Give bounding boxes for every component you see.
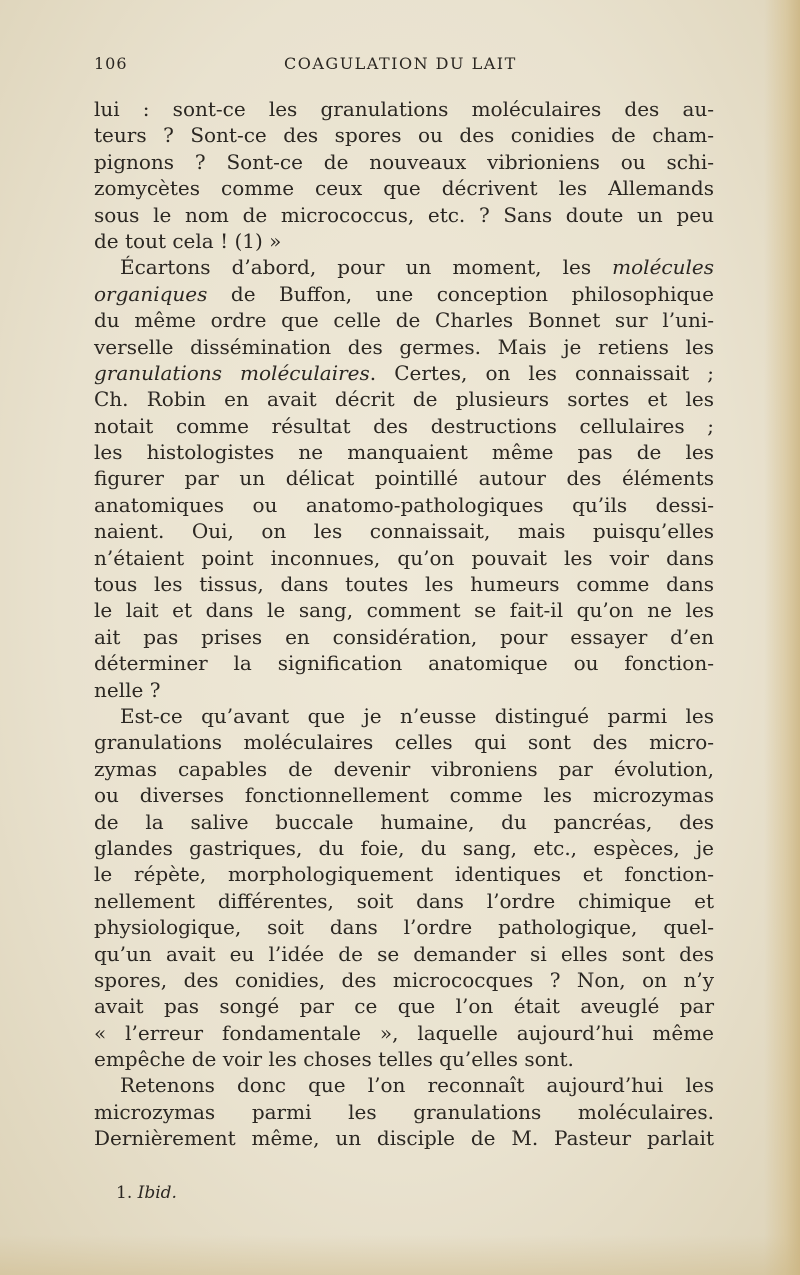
text-line: nellement différentes, soit dans l’ordre chimique et (94, 888, 714, 913)
text-line: Dernièrement même, un disciple de M. Pasteur parlait (94, 1126, 714, 1151)
text-line: spores, des conidies, des micrococques ? Non, on n’y (94, 967, 714, 992)
text-line: du même ordre que celle de Charles Bonnet sur l’uni- (94, 308, 714, 333)
text-line: avait pas songé par ce que l’on était aveuglé par (94, 994, 714, 1019)
text-line: teurs ? Sont-ce des spores ou des conidies de cham- (94, 123, 714, 148)
text-line: « l’erreur fondamentale », laquelle aujourd’hui même (94, 1020, 714, 1045)
text-line: Est-ce qu’avant que je n’eusse distingué parmi les (120, 703, 714, 728)
text-line: naient. Oui, on les connaissait, mais puisqu’elles (94, 519, 714, 544)
text-line: microzymas parmi les granulations moléculaires. (94, 1099, 714, 1124)
footnote (116, 1183, 177, 1203)
text-line: lui : sont-ce les granulations moléculaires des au- (94, 97, 714, 121)
text-line: ait pas prises en considération, pour essayer d’en (94, 624, 714, 649)
text-line: zymas capables de devenir vibroniens par évolution, (94, 756, 714, 781)
running-title: COAGULATION DU LAIT (284, 54, 517, 73)
text-line: physiologique, soit dans l’ordre pathologique, quel- (94, 915, 714, 940)
text-line: ou diverses fonctionnellement comme les microzymas (94, 783, 714, 808)
text-line: de tout cela ! (1) » (94, 228, 282, 253)
text-line: glandes gastriques, du foie, du sang, etc., espèces, je (94, 835, 714, 860)
text-line: sous le nom de micrococcus, etc. ? Sans doute un peu (94, 202, 714, 227)
text-line: Retenons donc que l’on reconnaît aujourd’hui les (120, 1073, 714, 1098)
text-line: anatomiques ou anatomo-pathologiques qu’ils dessi- (94, 492, 714, 517)
text-line: organiques de Buffon, une conception philosophique (94, 281, 714, 306)
text-line: le répète, morphologiquement identiques et fonction- (94, 862, 714, 887)
page-header (94, 54, 714, 80)
text-line: qu’un avait eu l’idée de se demander si elles sont des (94, 941, 714, 966)
page-edge-shading (764, 0, 800, 1275)
text-line: déterminer la signification anatomique ou fonction- (94, 651, 714, 676)
text-line: tous les tissus, dans toutes les humeurs comme dans (94, 572, 714, 597)
body-text (94, 96, 714, 1152)
footnote-number: 1. (116, 1183, 133, 1203)
text-line: empêche de voir les choses telles qu’elles sont. (94, 1047, 574, 1072)
footnote-text: Ibid. (137, 1183, 177, 1203)
text-line: nelle ? (94, 677, 161, 702)
text-line: granulations moléculaires celles qui sont des micro- (94, 730, 714, 755)
text-line: verselle dissémination des germes. Mais je retiens les (94, 334, 714, 359)
text-line: le lait et dans le sang, comment se fait-il qu’on ne les (94, 598, 714, 623)
page-bottom-shading (0, 1235, 800, 1275)
text-line: n’étaient point inconnues, qu’on pouvait les voir dans (94, 545, 714, 570)
text-line: granulations moléculaires. Certes, on les connaissait ; (94, 360, 715, 385)
text-line: pignons ? Sont-ce de nouveaux vibrioniens ou schi- (94, 149, 714, 174)
page-number: 106 (94, 54, 128, 73)
text-line: les histologistes ne manquaient même pas de les (94, 440, 714, 465)
text-line: zomycètes comme ceux que décrivent les Allemands (94, 176, 714, 201)
text-line: figurer par un délicat pointillé autour des éléments (94, 466, 714, 491)
text-line: de la salive buccale humaine, du pancréas, des (94, 809, 714, 834)
text-line: notait comme résultat des destructions cellulaires ; (94, 413, 714, 438)
text-line: Ch. Robin en avait décrit de plusieurs sortes et les (94, 387, 714, 412)
text-line: Écartons d’abord, pour un moment, les molécules (120, 255, 714, 280)
